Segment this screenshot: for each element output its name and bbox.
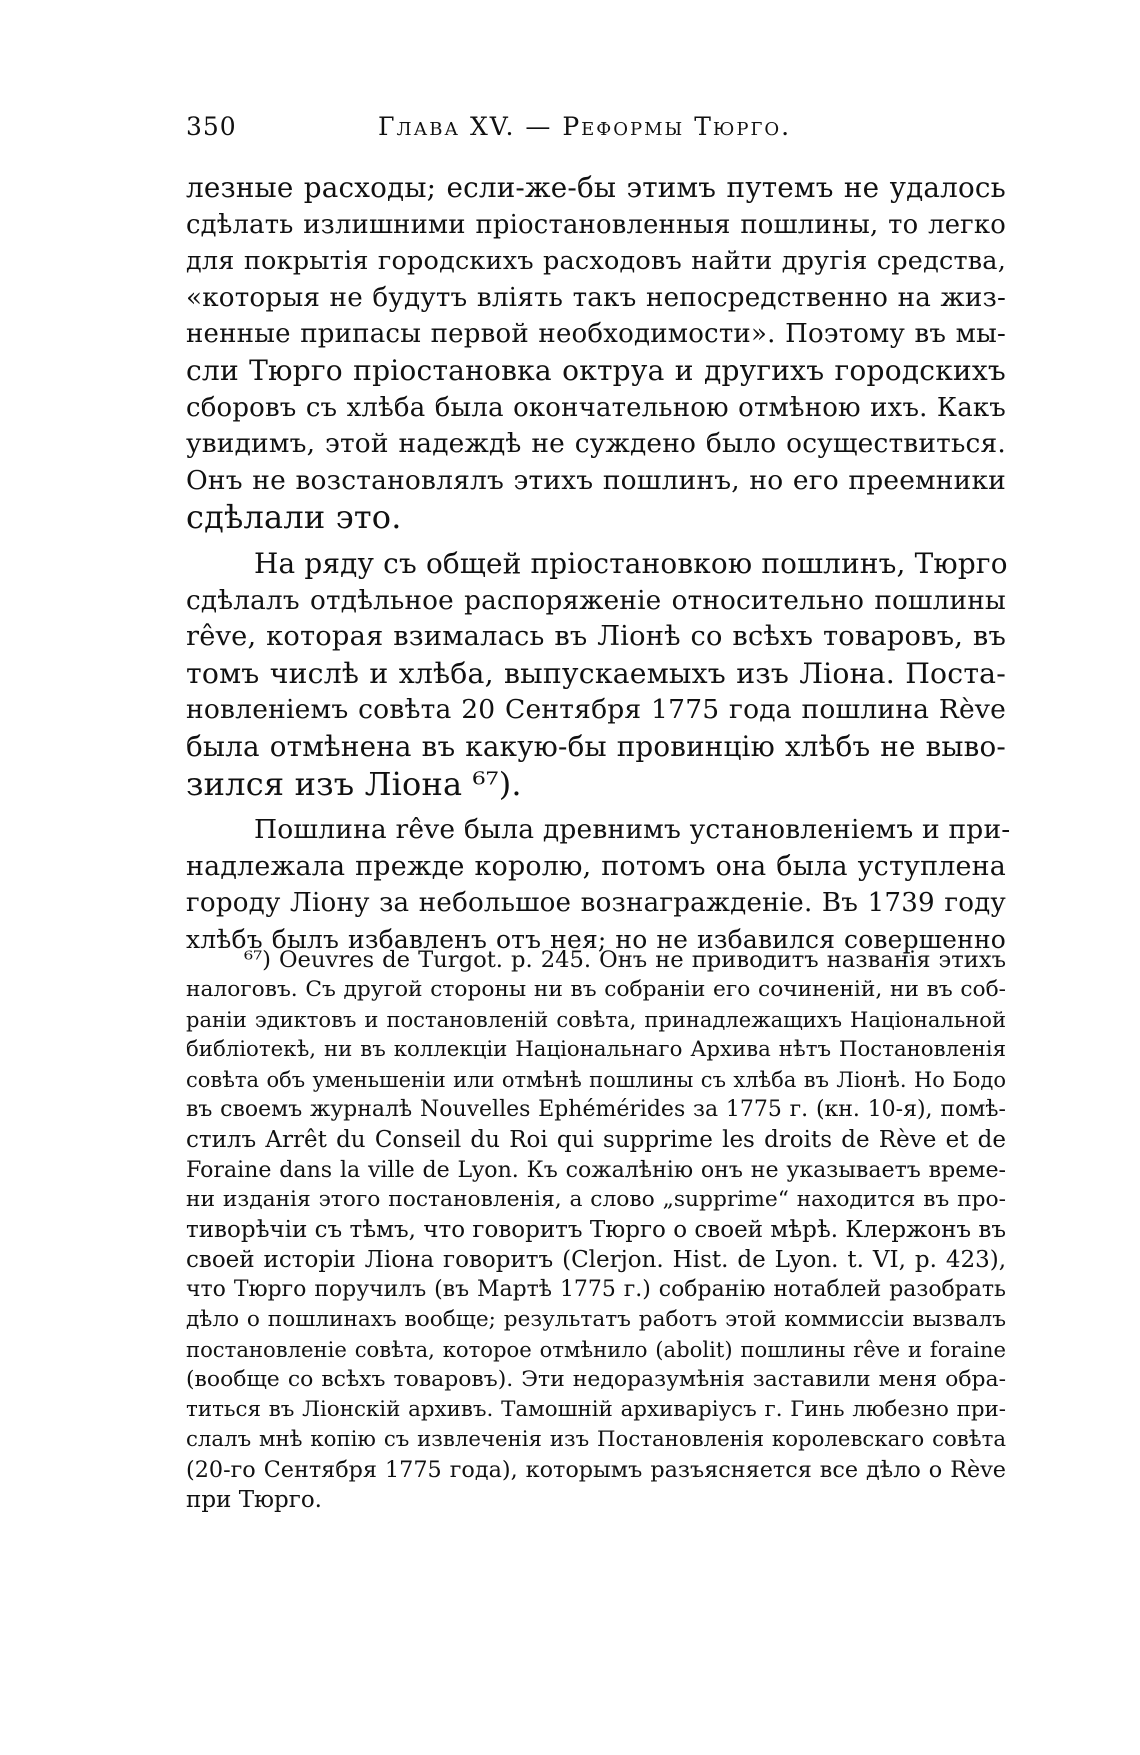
body-line: ненные припасы первой необходимости». Поэтому въ мы- bbox=[186, 319, 1006, 350]
body-line: На ряду съ общей пріостановкою пошлинъ, Тюрго bbox=[254, 546, 1008, 580]
body-line: сдѣлалъ отдѣльное распоряженіе относительно пошлины bbox=[186, 585, 1006, 616]
body-text bbox=[186, 170, 1011, 958]
body-line: сдѣлали это. bbox=[186, 498, 402, 537]
body-line: лезные расходы; если-же-бы этимъ путемъ не удалось bbox=[186, 171, 1006, 204]
body-line: хлѣбъ былъ избавленъ отъ нея; но не избавился совершенно bbox=[186, 924, 1006, 954]
page-header bbox=[186, 112, 1006, 146]
running-head: Глава XV. — Реформы Тюрго. bbox=[378, 112, 792, 141]
footnote-line: слалъ мнѣ копію съ извлеченія изъ Постановленія королевскаго совѣта bbox=[186, 1427, 1006, 1452]
body-line: Онъ не возстановлялъ этихъ пошлинъ, но его преемники bbox=[186, 464, 1006, 496]
body-line: сли Тюрго пріостановка октруа и другихъ городскихъ bbox=[186, 353, 1006, 387]
footnote-line: дѣло о пошлинахъ вообще; результатъ работъ этой коммиссіи вызвалъ bbox=[186, 1307, 1006, 1332]
body-line: сдѣлать излишними пріостановленныя пошлины, то легко bbox=[186, 209, 1006, 240]
footnote-line: своей исторіи Ліона говоритъ (Clerjon. Hist. de Lyon. t. VI, p. 423), bbox=[186, 1247, 1006, 1273]
footnote-line: стилъ Arrêt du Conseil du Roi qui supprime les droits de Rève et de bbox=[186, 1127, 1006, 1153]
footnote-line: библіотекѣ, ни въ коллекціи Національнаго Архива нѣтъ Постановленія bbox=[186, 1037, 1006, 1062]
footnote-line: (20-го Сентября 1775 года), которымъ разъясняется все дѣло о Rève bbox=[186, 1457, 1006, 1483]
footnote-line: въ своемъ журналѣ Nouvelles Ephémérides за 1775 г. (кн. 10-я), помѣ- bbox=[186, 1097, 1006, 1122]
body-line: для покрытія городскихъ расходовъ найти другія средства, bbox=[186, 246, 1006, 277]
page-number: 350 bbox=[186, 112, 237, 141]
footnote-line: (вообще со всѣхъ товаровъ). Эти недоразумѣнія заставили меня обра- bbox=[186, 1367, 1006, 1392]
body-line: городу Ліону за небольшое вознагражденіе. Въ 1739 году bbox=[186, 888, 1006, 919]
body-line: rêve, которая взималась въ Ліонѣ со всѣхъ товаровъ, въ bbox=[186, 621, 1006, 653]
body-line: надлежала прежде королю, потомъ она была уступлена bbox=[186, 850, 1006, 882]
footnotes bbox=[186, 945, 1006, 1515]
footnote-line: раніи эдиктовъ и постановленій совѣта, принадлежащихъ Національной bbox=[186, 1007, 1006, 1032]
footnote-line: Foraine dans la ville de Lyon. Къ сожалѣнію онъ не указываетъ време- bbox=[186, 1157, 1006, 1183]
footnote-line: ⁶⁷) Oeuvres de Turgot. p. 245. Онъ не приводитъ названія этихъ bbox=[244, 947, 1006, 973]
footnote-line: налоговъ. Съ другой стороны ни въ собраніи его сочиненій, ни въ соб- bbox=[186, 977, 1006, 1002]
footnote-line: ни изданія этого постановленія, а слово „supprime“ находится въ про- bbox=[186, 1187, 1006, 1212]
body-line: сборовъ съ хлѣба была окончательною отмѣною ихъ. Какъ bbox=[186, 392, 1006, 423]
body-line: увидимъ, этой надеждѣ не суждено было осуществиться. bbox=[186, 428, 1006, 460]
body-line: «которыя не будутъ вліять такъ непосредственно на жиз- bbox=[186, 282, 1006, 313]
footnote-line: что Тюрго поручилъ (въ Мартѣ 1775 г.) собранію нотаблей разобрать bbox=[186, 1277, 1006, 1302]
footnote-line: постановленіе совѣта, которое отмѣнило (abolit) пошлины rêve и foraine bbox=[186, 1337, 1006, 1362]
footnote-line: при Тюрго. bbox=[186, 1487, 322, 1513]
footnote-line: совѣта объ уменьшеніи или отмѣнѣ пошлины съ хлѣба въ Ліонѣ. Но Бодо bbox=[186, 1068, 1006, 1092]
body-line: Пошлина rêve была древнимъ установленіемъ и при- bbox=[254, 814, 1011, 846]
footnote-line: тиворѣчіи съ тѣмъ, что говоритъ Тюрго о своей мѣрѣ. Клержонъ въ bbox=[186, 1217, 1006, 1243]
body-line: была отмѣнена въ какую-бы провинцію хлѣбъ не выво- bbox=[186, 729, 1006, 763]
body-line: новленіемъ совѣта 20 Сентября 1775 года пошлина Rève bbox=[186, 694, 1006, 726]
body-line: зился изъ Ліона ⁶⁷). bbox=[186, 764, 522, 803]
footnote-line: титься въ Ліонскій архивъ. Тамошній архиваріусъ г. Гинь любезно при- bbox=[186, 1397, 1006, 1422]
body-line: томъ числѣ и хлѣба, выпускаемыхъ изъ Ліона. Поста- bbox=[186, 656, 1006, 690]
